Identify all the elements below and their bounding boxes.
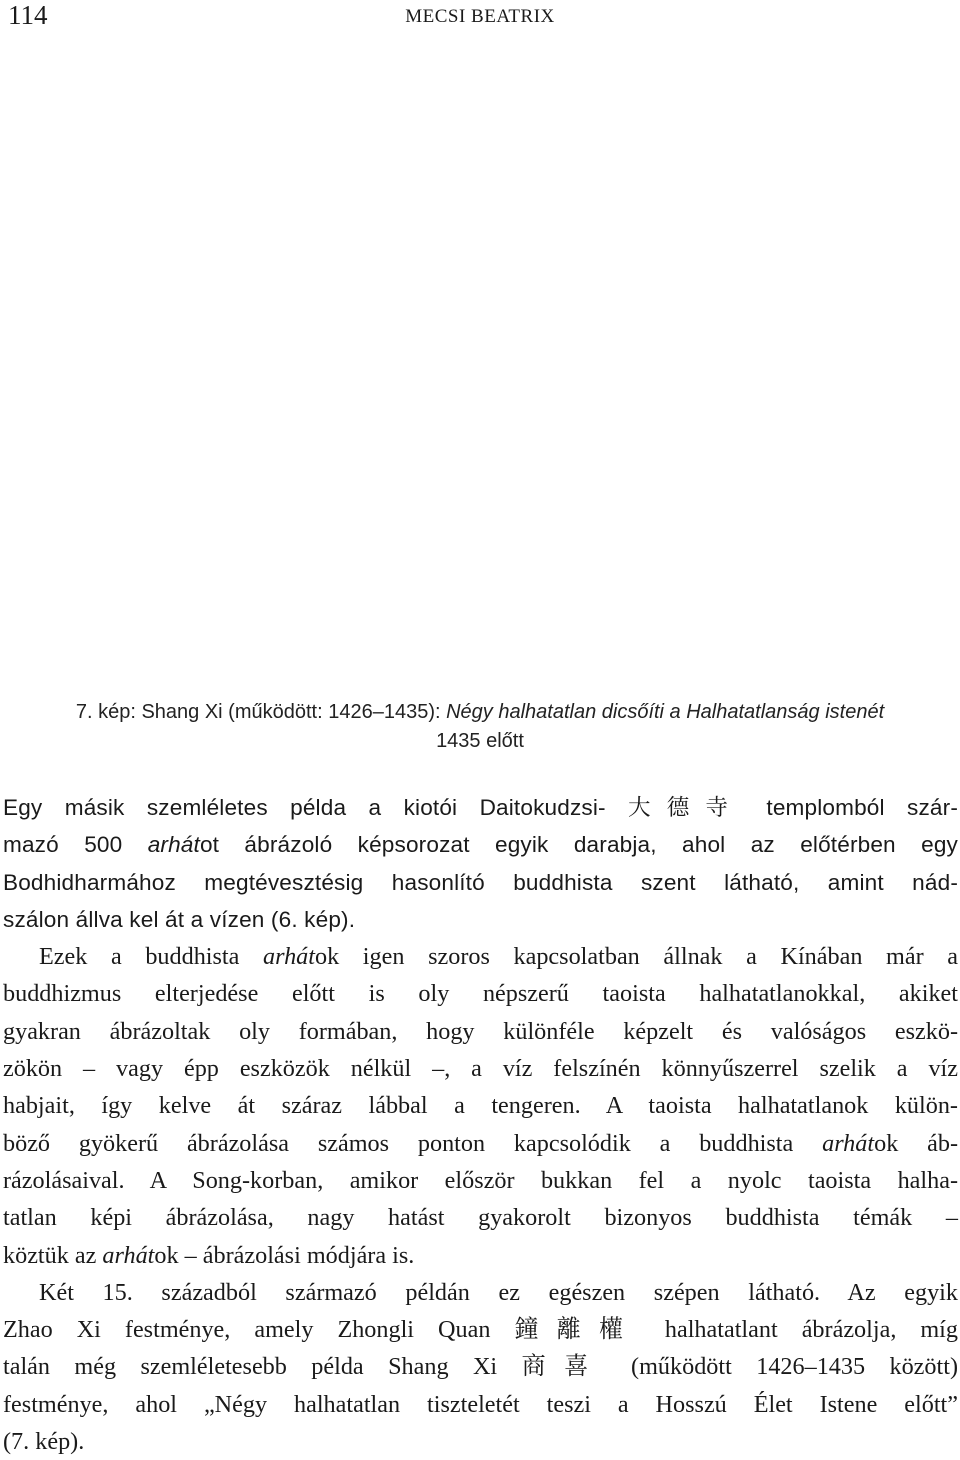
caption-line-2: 1435 előtt bbox=[436, 730, 524, 752]
caption-title: Négy halhatatlan dicsőíti a Halhatatlanság istenét bbox=[446, 701, 885, 723]
body-text bbox=[3, 789, 958, 1460]
text-line: Bodhidharmához megtévesztésig hasonlító buddhista szent látható, amint nád- bbox=[3, 869, 958, 895]
text-line: gyakran ábrázoltak oly formában, hogy különféle képzelt és valóságos eszkö- bbox=[3, 1017, 958, 1045]
text-line: mazó 500 arhátot ábrázoló képsorozat egyik darabja, ahol az előtérben egy bbox=[3, 832, 958, 858]
text-line: Zhao Xi festménye, amely Zhongli Quan 鐘離權 halhatatlant ábrázolja, míg bbox=[3, 1316, 958, 1344]
text-line: szálon állva kel át a vízen (6. kép). bbox=[3, 906, 356, 932]
text-line: (7. kép). bbox=[3, 1428, 85, 1456]
page-number: 114 bbox=[8, 0, 48, 30]
text-line: tatlan képi ábrázolása, nagy hatást gyakorolt bizonyos buddhista témák – bbox=[3, 1204, 958, 1232]
text-line: talán még szemléletesebb példa Shang Xi 商喜 (működött 1426–1435 között) bbox=[3, 1353, 958, 1381]
text-line: Két 15. századból származó példán ez egészen szépen látható. Az egyik bbox=[39, 1278, 958, 1306]
figure-caption bbox=[0, 698, 960, 756]
paragraph-3 bbox=[3, 1274, 958, 1460]
text-line: rázolásaival. A Song-korban, amikor először bukkan fel a nyolc taoista halha- bbox=[3, 1166, 958, 1194]
text-line: buddhizmus elterjedése előtt is oly népszerű taoista halhatatlanokkal, akiket bbox=[3, 980, 958, 1008]
figure-placeholder bbox=[60, 50, 900, 670]
text-line: habjait, így kelve át száraz lábbal a tengeren. A taoista halhatatlanok külön- bbox=[3, 1092, 958, 1120]
text-line: Egy másik szemléletes példa a kiotói Daitokudzsi- 大德寺 templomból szár- bbox=[3, 795, 958, 820]
caption-line-1 bbox=[0, 698, 960, 727]
caption-prefix: 7. kép: Shang Xi (működött: 1426–1435): bbox=[75, 701, 447, 723]
paragraph-2 bbox=[3, 938, 958, 1274]
text-line: böző gyökerű ábrázolása számos ponton kapcsolódik a buddhista arhátok áb- bbox=[3, 1129, 959, 1157]
text-line: zökön – vagy épp eszközök nélkül –, a víz felszínén könnyűszerrel szelik a víz bbox=[3, 1055, 958, 1083]
text-line: köztük az arhátok – ábrázolási módjára is. bbox=[3, 1241, 415, 1269]
running-head-author: MECSI BEATRIX bbox=[405, 6, 555, 27]
paragraph-1 bbox=[3, 789, 958, 938]
text-line: festménye, ahol „Négy halhatatlan tiszteletét teszi a Hosszú Élet Istene előtt” bbox=[3, 1390, 958, 1418]
text-line: Ezek a buddhista arhátok igen szoros kapcsolatban állnak a Kínában már a bbox=[39, 943, 959, 971]
